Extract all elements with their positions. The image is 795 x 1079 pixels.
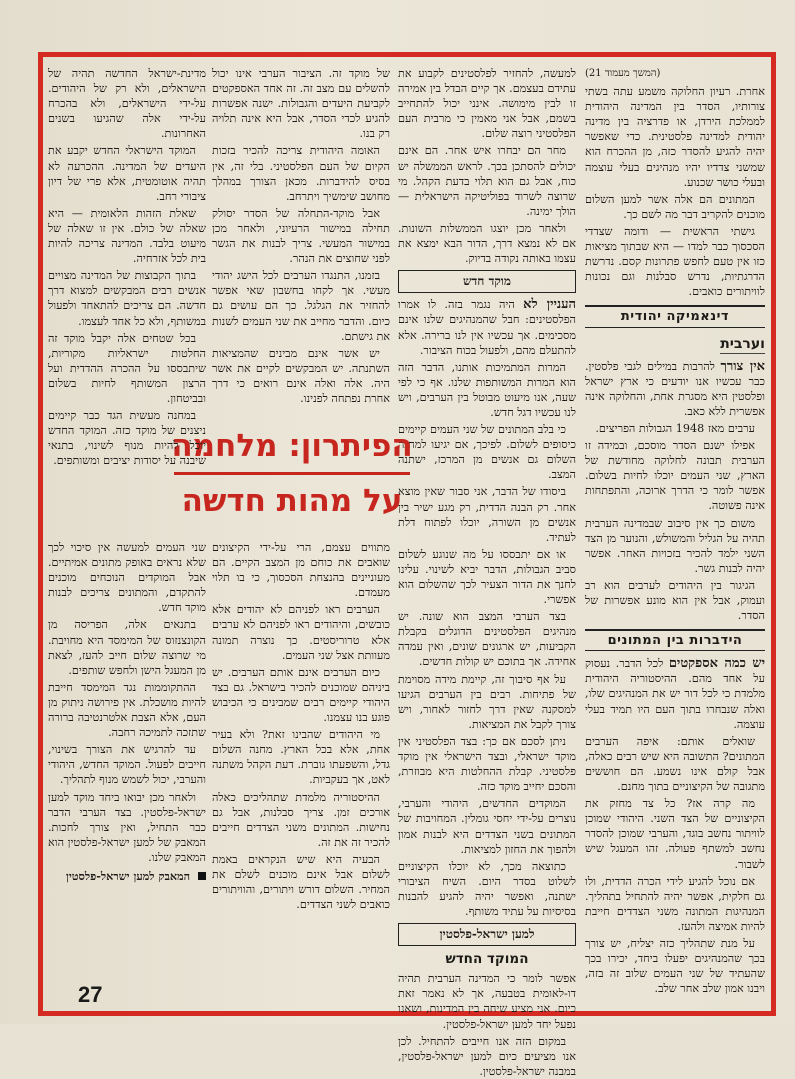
article-signature xyxy=(48,869,206,884)
paragraph: אפילו ישנם הסדר מוסכם, ובמידה זו הערבית תבונה לחלוקה מחודשת של הארץ, שני העמים יוכלו לחיות בשלום. אפשר לומר כי הדרך ארוכה, והתפתחות אינה פשוטה. xyxy=(585,439,765,513)
section-subheading: המוקד החדש xyxy=(445,951,529,968)
signature-text: למען ישראל-פלסטין xyxy=(65,868,155,883)
paragraph: הבעיה היא שיש הנקראים באמת לשלום אבל אינם מוכנים לשלם את המחיר. השלום דורש ויתורים, והוויתורים כואבים לשני הצדדים. xyxy=(212,852,390,912)
paragraph: המוקד הישראלי החדש יקבע את היעדים של המדינה. ההכרעה לא תהיה אוטומטית, אלא פרי של דיון ציבורי רחב. xyxy=(48,144,206,203)
paragraph: יש אשר אינם מבינים שהמציאות השתנתה. יש המבקשים לקיים את אשר היה. אלה ואלה אינם רואים כי דרך אחרת נפתחה לפנינו. xyxy=(212,346,390,405)
headline-line-2: על מהות חדשה xyxy=(181,483,403,519)
paragraph-text: להרבות במילים לגבי פלסטין. כבר עכשיו אנו יודעים כי ארץ ישראל ופלסטין היא מסגרת אחת, והחלוקה אינה אפשרית ללא כאב. xyxy=(585,359,765,418)
paragraph: משום כך אין סיבוב שבמדינה הערבית תהיה על הגליל והמשולש, והנוער מן הצד השני ילמד להכיר בזכויות האחר. אפשר יהיה לבנות גשר. xyxy=(585,516,765,575)
paragraph-text: היה נגמר בזה. לו אמרו הפלסטינים: חבל שהמנהיגים שלנו אינם מסכימים. אך עכשיו אין לנו ברירה. אלא להתעלם מהם, ולפעול בכוח הציבור. xyxy=(398,298,576,357)
article-column-left-top xyxy=(48,66,206,468)
paragraph: בתוך הקבוצות של המדינה מצויים אנשים רבים המבקשים למצוא דרך חדשה. הם צריכים להתאחד ולפעול במשותף, ולא כל אחד לעצמו. xyxy=(48,269,206,328)
paragraph: ערבים מאז 1948 הגבולות הפריצים. xyxy=(595,421,755,435)
paragraph: במחנה מעשית הגד כבר קיימים ניצנים של מוקד כזה. המוקד החדש יוכל להיות מנוף לשינוי, בתנאי שיבנה על יסודות יציבים ומשותפים. xyxy=(48,409,206,468)
paragraph: של מוקד זה. הציבור הערבי אינו יכול להשלים עם מצב זה. זה אחד האספקטים לקביעת היעדים והגבולות. ישנה אפשרות להגיע לכדי הסדר, אבל היא אינה תלויה רק בנו. xyxy=(212,67,390,141)
lead-in-words: יש כמה אספקטים xyxy=(668,656,765,672)
paragraph: ההיסטוריה מלמדת שתהליכים כאלה אורכים זמן. צריך סבלנות, אבל גם נחישות. המתונים משני הצדדים חייבים להכיר זה את זה. xyxy=(212,790,390,849)
section-box-heading: למען ישראל-פלסטין xyxy=(398,923,576,946)
paragraph: בכל שטחים אלה יקבל מוקד זה החלטות ישראליות מקוריות, שיתבססו על ההכרה ההדדית ועל הרצון המשותף לחיות בשלום ובביטחון. xyxy=(48,331,206,405)
paragraph: במקום הזה אנו חייבים להתחיל. לכן אנו מציעים כיום למען ישראל-פלסטין, במבנה ישראל-פלסטין. xyxy=(398,1034,576,1078)
article-column-middle-left-bottom xyxy=(212,540,390,1012)
paragraph: אם נוכל להגיע לידי הכרה הדדית, ולו גם חלקית, אפשר יהיה להתחיל בתהליך. המנהיגות המתונה משני הצדדים חייבת להיות אמיצה ולהעז. xyxy=(585,874,765,933)
headline-line-1: הפיתרון: מלחמה xyxy=(171,428,413,464)
paragraph: כיום הערבים אינם אותם הערבים. יש ביניהם שמוכנים להכיר בישראל. גם בצד היהודי קיימים רבים שמבינים כי הכיבוש פוגע בנו עצמנו. xyxy=(212,665,390,725)
paragraph: הערבים ראו לפניהם לא יהודים אלא כובשים, והיהודים ראו לפניהם לא ערבים אלא טרוריסטים. כך נוצרה תמונה מעוותת אצל שני העמים. xyxy=(212,603,390,662)
section-box-heading: מוקד חדש xyxy=(398,270,576,293)
paragraph: מחר הם יבחרו איש אחר. הם אינם יכולים להסתכן בכך. לראש הממשלה יש כוח, אבל גם הוא תלוי בדעת הקהל. מי שרוצה לשרוד בפוליטיקה הישראלית — הולך ימינה. xyxy=(398,144,576,218)
paragraph: מי היהודים שהבינו זאת? ולא בעיר אחת, אלא בכל הארץ. מחנה השלום גדל, והשפעתו גוברת. דעת הקהל משתנה לאט, אך בעקביות. xyxy=(212,728,390,787)
paragraph: על אף סיבוך זה, קיימת מידה מסוימת של פתיחות. רבים בין הערבים הגיעו למסקנה שאין דרך לחזור לאחור, ויש צורך לקבל את המציאות. xyxy=(398,672,576,731)
paragraph: ביסודו של הדבר, אני סבור שאין מוצא אחר. רק הבנה הדדית, רק מגע ישיר בין אנשים מן השורה, יוכלו לפתוח דלת לעתיד. xyxy=(398,485,576,544)
article-column-middle-right xyxy=(398,66,576,1078)
paragraph: כי בלב המתונים של שני העמים קיימים כיסופים לשלום. לפיכך, אם יגיעו למחנה השלום גם אנשים מן המרכז, ישתנה המצב. xyxy=(398,423,576,482)
article-column-left-bottom xyxy=(48,540,206,980)
signature-label: המאבק xyxy=(158,868,191,883)
paragraph: מה קרה אז? כל צד מחזק את הקיצוניים של הצד השני. היהודי שמוכן לוויתור נחשב בוגד, והערבי שמוכן להסדר נחשב למשתף פעולה. זהו המעגל שיש לשבור. xyxy=(585,797,765,871)
paragraph: הגיגור בין היהודים לערבים הוא רב ועמוק, אבל אין הוא מונע אפשרות של הסדר. xyxy=(585,578,765,623)
paragraph: או אם יתבססו על מה שנוגע לשלום סביב הגבולות, הדבר יביא לשינוי. עלינו לחנך את הדור הצעיר לכך שהשלום הוא אפשרי. xyxy=(398,547,576,607)
paragraph: גישתי הראשית — ודומה שצדדי הסכסוך כבר למדו — היא שבתוך מציאות כזו אין טעם לחפש פתרונות קסם. נדרשת הדרגתיות, נדרש סבלנות וגם נכונות לוויתורים כואבים. xyxy=(585,224,765,299)
paragraph: כתוצאה מכך, לא יוכלו הקיצוניים לשלוט בסדר היום. השיח הציבורי ישתנה, ואפשר יהיה להגיע להבנות בסיסיות על עתיד משותף. xyxy=(398,859,576,918)
paragraph: בתנאים אלה, הפריסה מן הקונצנזוס של המימסד היא מחויבת. מי שרוצה שלום חייב להעז, לצאת מן המעגל הישן ולחפש שותפים. xyxy=(48,618,206,677)
paragraph xyxy=(585,656,765,731)
paragraph: המרות המתמיכות אותנו, הדבר הזה הוא המרות המשותפות שלנו. אף כי לפי שעה, אנו מיעוט מבוטל בין הערבים, ויש לנו עכשיו דגל חדש. xyxy=(398,360,576,419)
paragraph xyxy=(585,359,765,419)
lead-in-words: אין צורך xyxy=(720,358,765,374)
article-column-middle-left-top xyxy=(212,66,390,411)
paragraph: עד להרגיש את הצורך בשינוי, חייבים לפעול. המוקד החדש, היהודי והערבי, יכול לשמש מנוף לתהליך. xyxy=(48,743,206,787)
paragraph: שני העמים למעשה אין סיכוי לכך שלא נראים באופק מתונים אמיתיים. אבל המוקדים הנוכחים מוכנים להתקדם, והמתונים צריכים לבנות מוקד חדש. xyxy=(48,541,206,615)
end-mark-icon xyxy=(198,872,206,880)
paragraph: ההתקוממות נגד המימסד חייבת להיות מושכלת. אין פירושה ניתוק מן העם, אלא הצבת אלטרנטיבה ברורה שתזכה לתמיכה רחבה. xyxy=(48,680,206,740)
paragraph: אפשר לומר כי המדינה הערבית תהיה דו-לאומית בטבעה, אך לא נאמר זאת כיום. אני מציע שיחה בין המדינות, ושאנו נפעל יחד למען ישראל-פלסטין. xyxy=(398,972,576,1031)
section-subheading: וערבית xyxy=(720,337,765,354)
paragraph: על מנת שתהליך כזה יצליח, יש צורך בכך שהמנהיגים יפעלו ביחד, יכירו בכך שהעתיד של שני העמים שלוב זה בזה, ויבנו אמון שלב אחר שלב. xyxy=(585,936,765,996)
paragraph: ולאחר מכן יוצגו הממשלות השונות. אם לא נמצא דרך, הדור הבא ימצא את עצמו באותה נקודה בדיוק. xyxy=(398,221,576,266)
paragraph: בזמנו, התנגדו הערבים לכל הישג יהודי מעשי. אך לקחו בחשבון שאי אפשר להחזיר את הגלגל. כך הם עושים גם כיום. והדבר מחייב את שני העמים לשנות את גישתם. xyxy=(212,269,390,343)
section-box-heading: הידברות בין המתונים xyxy=(585,629,765,651)
paragraph: אבל מוקד-התחלה של הסדר יסולק תחילה במישור הרעיוני, ולאחר מכן במישור המעשי. צריך לבנות את הגשר לפני שחוצים את הנהר. xyxy=(212,206,390,266)
paragraph: האומה היהודית צריכה להכיר בזכות הקיום של העם הפלסטיני. בלי זה, אין בסיס להידברות. מכאן הצורך במהלך מחושב שימשיך ויתרחב. xyxy=(212,144,390,203)
paragraph xyxy=(398,297,576,357)
paragraph: ניתן לסכם אם כך: בצד הפלסטיני אין מוקד ישראלי, ובצד הישראלי אין מוקד פלסטיני. קבלת ההחלטות היא מבוזרת, והסכם יחייב מוקד כזה. xyxy=(398,734,576,794)
page-number: 27 xyxy=(78,982,103,1007)
paragraph: המוקדים החדשים, היהודי והערבי, נוצרים על-ידי יחסי גומלין. המחויבות של המתונים בשני הצדדים היא לבנות אמון ולהפוך את החזון למציאות. xyxy=(398,797,576,856)
article-column-right xyxy=(585,66,765,1011)
paragraph: שואלים אותם: איפה הערבים המתונים? התשובה היא שיש רבים כאלה, אבל קולם אינו נשמע. הם חוששים מתגובה של הקיצוניים בתוך מחנם. xyxy=(585,734,765,794)
paragraph: למעשה, להחזיר לפלסטינים לקבוע את עתידם בעצמם. אך קיים הבדל בין אמירה זו לבין מימושה. אינני יכול להתחייב בשמם, אבל אני מאמין כי מרבית העם הפלסטיני רוצה שלום. xyxy=(398,67,576,141)
article-headline xyxy=(170,420,414,527)
paragraph: מתווים עצמם, הרי על-ידי הקיצונים שואבים את כוחם מן המצב הקיים. הם מעוניינים בהנצחת הסכסוך, כי בו תלוי מעמדם. xyxy=(212,541,390,600)
paragraph: המתונים הם אלה אשר למען השלום מוכנים להקריב דבר מה לשם כך. xyxy=(585,192,765,221)
paragraph: שאלת הזהות הלאומית — היא שאלה של כולם. אין זו שאלה של מיעוט בלבד. המדינה צריכה להיות בית לכל אזרחיה. xyxy=(48,206,206,266)
paragraph: ולאחר מכן יבואו ביחד מוקד למען ישראל-פלסטין. בצד הערבי הדבר כבר התחיל, ואין צורך לחכות. המאבק של למען ישראל-פלסטין הוא המאבק שלנו. xyxy=(48,790,206,864)
paragraph: אחרת. רעיון החלוקה משמע עתה בשתי צורותיו, הסדר בין המדינה היהודית לממלכת הירדן, או פדרציה בין מדינה יהודית למדינה פלסטינית. כדי שאפשר יהיה להגיע להסדר כזה, מן ההכרח הוא שמשני צדדיו יהיו מנהיגים בעלי עוצמה ובעלי כושר שכנוע. xyxy=(585,85,765,189)
paragraph-text: לכל הדבר. נעסוק על אחד מהם. ההיסטוריה היהודית מלמדת כי לכל דור יש את המנהיגים שלו, ואלה שנבחרו בתוך העם היו תמיד בעלי עוצמה. xyxy=(585,657,765,731)
lead-in-words: העניין לא xyxy=(523,297,576,313)
continued-from-note: (המשך מעמוד 21) xyxy=(585,68,661,79)
paragraph: בצד הערבי המצב הוא שונה. יש מנהיגים הפלסטינים הדוגלים בקבלת הקביעות, יש ארגונים שונים, ואין עמדה אחידה. אך בתוכם יש קולות חדשים. xyxy=(398,610,576,669)
section-box-heading: דינאמיקה יהודית xyxy=(585,305,765,327)
paragraph: מדינת-ישראל החדשה תהיה של הישראלים, ולא רק של היהודים. על-ידי הישראלים, ולא בהכרח על-ידי אלה שהגיעו בשנים האחרונות. xyxy=(48,67,206,141)
